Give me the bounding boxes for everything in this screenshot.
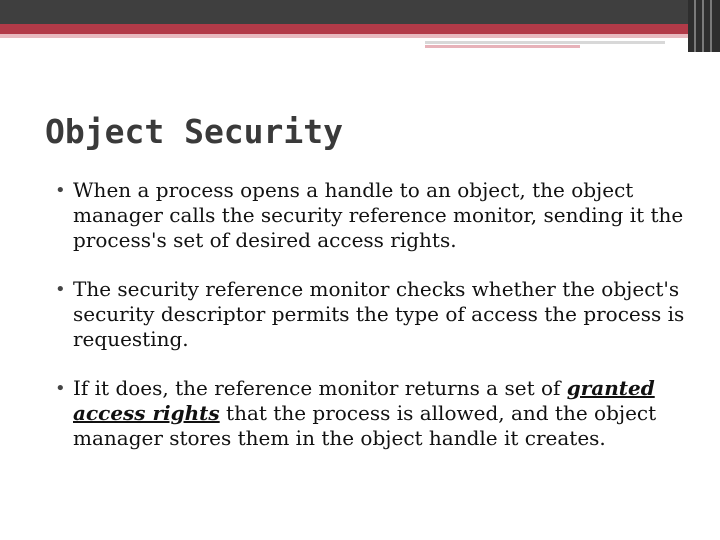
bullet-item [55, 376, 695, 451]
bullet-text-before: If it does, the reference monitor returns a set of [73, 376, 567, 400]
bullet-glyph: • [55, 180, 66, 201]
bullet-list [55, 178, 695, 475]
bullet-text-after: that the process is allowed, and the object manager stores them in the object handle it creates. [73, 401, 657, 450]
header-dark-bar [0, 0, 720, 24]
header-stripe [694, 0, 696, 52]
bullet-item [55, 277, 695, 352]
header-accent-line-pink [425, 45, 580, 48]
header-accent-line [425, 41, 665, 44]
bullet-text: When a process opens a handle to an object, the object manager calls the security reference monitor, sending it the process's set of desired access rights. [73, 178, 684, 252]
header-stripe [710, 0, 712, 52]
emphasized-term: granted access rights [73, 376, 655, 425]
bullet-text: The security reference monitor checks whether the object's security descriptor permits the type of access the process is requesting. [73, 277, 685, 351]
bullet-glyph: • [55, 378, 66, 399]
header-stripes [688, 0, 720, 52]
bullet-glyph: • [55, 279, 66, 300]
header-pink-bar [0, 34, 720, 38]
header-stripe [702, 0, 704, 52]
slide-title: Object Security [45, 112, 344, 151]
slide-header-band [0, 0, 720, 52]
bullet-item [55, 178, 695, 253]
header-red-bar [0, 24, 720, 34]
